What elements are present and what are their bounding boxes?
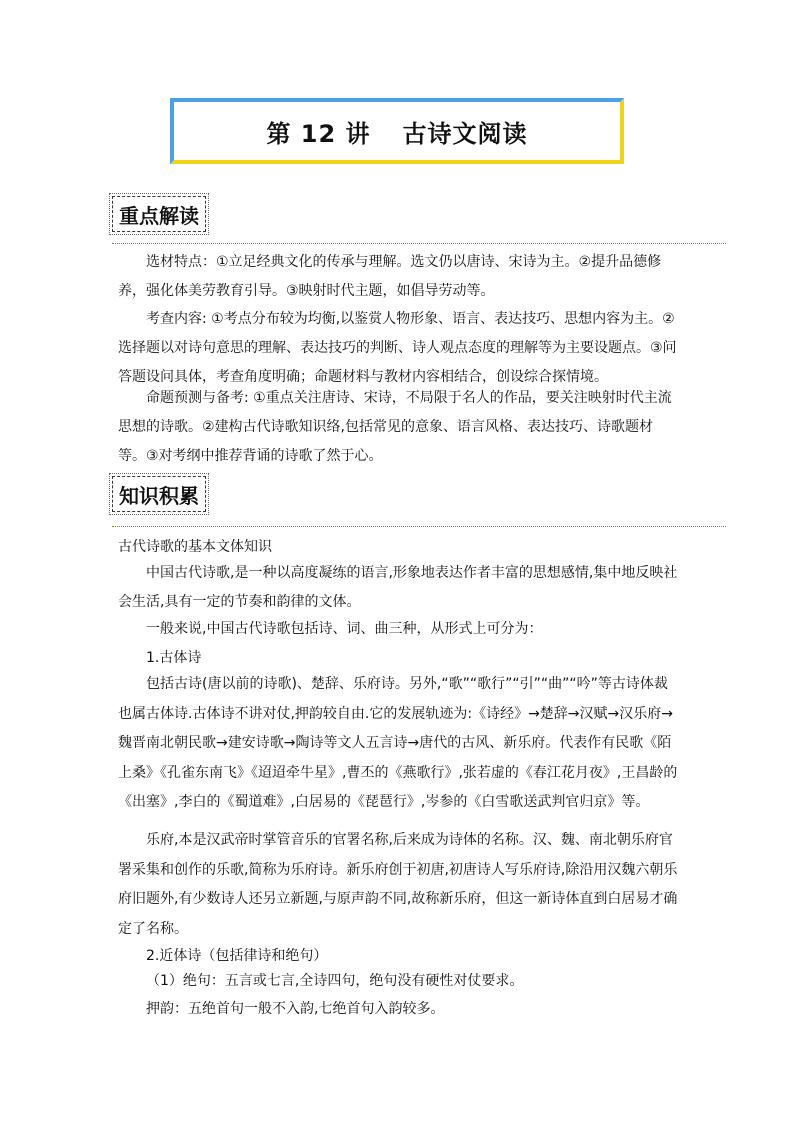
item-jueju-definition: （1）绝句：五言或七言,全诗四句，绝句没有硬性对仗要求。 xyxy=(146,973,524,989)
section-divider xyxy=(112,243,726,244)
knowledge-paragraph-classification: 一般来说,中国古代诗歌包括诗、词、曲三种，从形式上可分为： xyxy=(146,621,543,637)
item-regulated-poetry-title: 2.近体诗（包括律诗和绝句） xyxy=(146,948,328,964)
item-yuefu-note: 乐府,本是汉武帝时掌管音乐的官署名称,后来成为诗体的名称。汉、魏、南北朝乐府官署采集和创作的乐歌,简称为乐府诗。新乐府创于初唐,初唐诗人写乐府诗,除沿用汉魏六朝乐府旧题外,有少数诗人还另立新题,与原声韵不同,故称新乐府，但这一新诗体直到白居易才确定了名称。 xyxy=(118,832,678,937)
lecture-title-box xyxy=(170,98,624,164)
section-heading-focus: 重点解读 xyxy=(112,196,206,232)
lecture-number: 第 12 讲 xyxy=(266,119,371,148)
focus-paragraph-content: 考查内容: ①考点分布较为均衡,以鉴赏人物形象、语言、表达技巧、思想内容为主。②选择题以对诗句意思的理解、表达技巧的判断、诗人观点态度的理解等为主要设题点。③问答题设问具体，考查角度明确；命题材料与教材内容相结合，创设综合探情境。 xyxy=(118,311,677,385)
item-ancient-poetry-title: 1.古体诗 xyxy=(146,650,202,666)
section-divider xyxy=(112,526,726,527)
page-title xyxy=(266,114,527,149)
focus-paragraph-forecast: 命题预测与备考: ①重点关注唐诗、宋诗，不局限于名人的作品，要关注映射时代主流思想的诗歌。②建构古代诗歌知识络,包括常见的意象、语言风格、表达技巧、诗歌题材等。③对考纲中推荐背诵的诗歌了然于心。 xyxy=(118,390,672,464)
item-rhyme-rule: 押韵：五绝首句一般不入韵,七绝首句入韵较多。 xyxy=(146,1001,445,1017)
knowledge-subheading: 古代诗歌的基本文体知识 xyxy=(118,539,272,555)
focus-paragraph-material: 选材特点：①立足经典文化的传承与理解。选文仍以唐诗、宋诗为主。②提升品德修养，强化体美劳教育引导。③映射时代主题，如倡导劳动等。 xyxy=(118,254,662,299)
knowledge-paragraph-definition: 中国古代诗歌,是一种以高度凝练的语言,形象地表达作者丰富的思想感情,集中地反映社会生活,具有一定的节奏和韵律的文体。 xyxy=(118,565,678,610)
item-ancient-poetry-text: 包括古诗(唐以前的诗歌)、楚辞、乐府诗。另外,“歌”“歌行”“引”“曲”“吟”等古诗体裁也属古体诗.古体诗不讲对仗,押韵较自由.它的发展轨迹为:《诗经》→楚辞→汉赋→汉乐府→魏晋南北朝民歌→建安诗歌→陶诗等文人五言诗→唐代的古风、新乐府。代表作有民歌《陌上桑》《孔雀东南飞》《迢迢牵牛星》,曹丕的《燕歌行》,张若虚的《春江花月夜》,王昌龄的《出塞》,李白的《蜀道难》,白居易的《琵琶行》,岑参的《白雪歌送武判官归京》等。 xyxy=(118,676,678,810)
lecture-title: 古诗文阅读 xyxy=(402,119,528,148)
section-heading-knowledge: 知识积累 xyxy=(112,476,206,512)
